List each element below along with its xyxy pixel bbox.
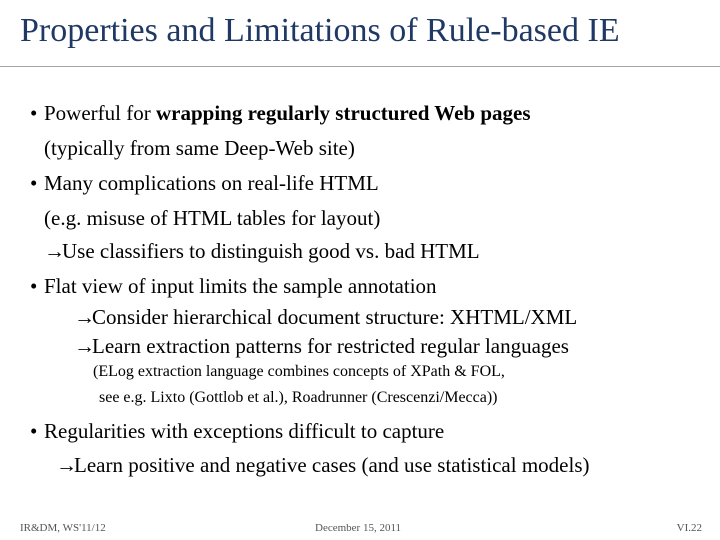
- arrow-icon: →: [74, 334, 95, 358]
- bullet-4-sub: [56, 452, 590, 478]
- bullet-marker: •: [30, 101, 38, 125]
- bullet-marker: •: [30, 171, 38, 195]
- arrow-icon: →: [44, 239, 65, 263]
- arrow-icon: →: [74, 305, 95, 329]
- bullet-2-text: Many complications on real-life HTML: [44, 171, 379, 195]
- title-divider: [0, 66, 720, 67]
- bullet-1: [30, 100, 531, 126]
- bullet-4: [30, 418, 444, 444]
- bullet-1-emphasis: wrapping regularly structured Web pages: [155, 101, 531, 125]
- bullet-3-sub-2: [74, 333, 569, 359]
- bullet-marker: •: [30, 274, 38, 298]
- bullet-4-text: Regularities with exceptions difficult to capture: [44, 419, 445, 443]
- bullet-2: [30, 170, 379, 196]
- bullet-3-text: Flat view of input limits the sample annotation: [44, 274, 437, 298]
- bullet-1-text: Powerful for: [44, 101, 156, 125]
- bullet-3-note-1: (ELog extraction language combines concepts of XPath & FOL,: [93, 363, 505, 380]
- bullet-2-sub: [44, 238, 480, 264]
- bullet-3-sub-1-text: Consider hierarchical document structure: XHTML/XML: [92, 305, 578, 329]
- bullet-3-sub-1: [74, 304, 577, 330]
- bullet-3: [30, 273, 437, 299]
- bullet-4-sub-text: Learn positive and negative cases (and use statistical models): [74, 453, 590, 477]
- footer-slide-number: VI.22: [676, 522, 702, 534]
- bullet-2-continuation: (e.g. misuse of HTML tables for layout): [44, 206, 381, 230]
- bullet-3-sub-2-text: Learn extraction patterns for restricted regular languages: [92, 334, 569, 358]
- arrow-icon: →: [56, 453, 77, 477]
- bullet-2-sub-text: Use classifiers to distinguish good vs. bad HTML: [62, 239, 480, 263]
- slide-title: Properties and Limitations of Rule-based IE: [20, 12, 620, 49]
- bullet-1-continuation: (typically from same Deep-Web site): [44, 136, 355, 160]
- footer-course: IR&DM, WS'11/12: [20, 522, 106, 534]
- bullet-3-note-2: see e.g. Lixto (Gottlob et al.), Roadrunner (Crescenzi/Mecca)): [99, 389, 498, 406]
- footer-date: December 15, 2011: [315, 522, 402, 534]
- bullet-marker: •: [30, 419, 38, 443]
